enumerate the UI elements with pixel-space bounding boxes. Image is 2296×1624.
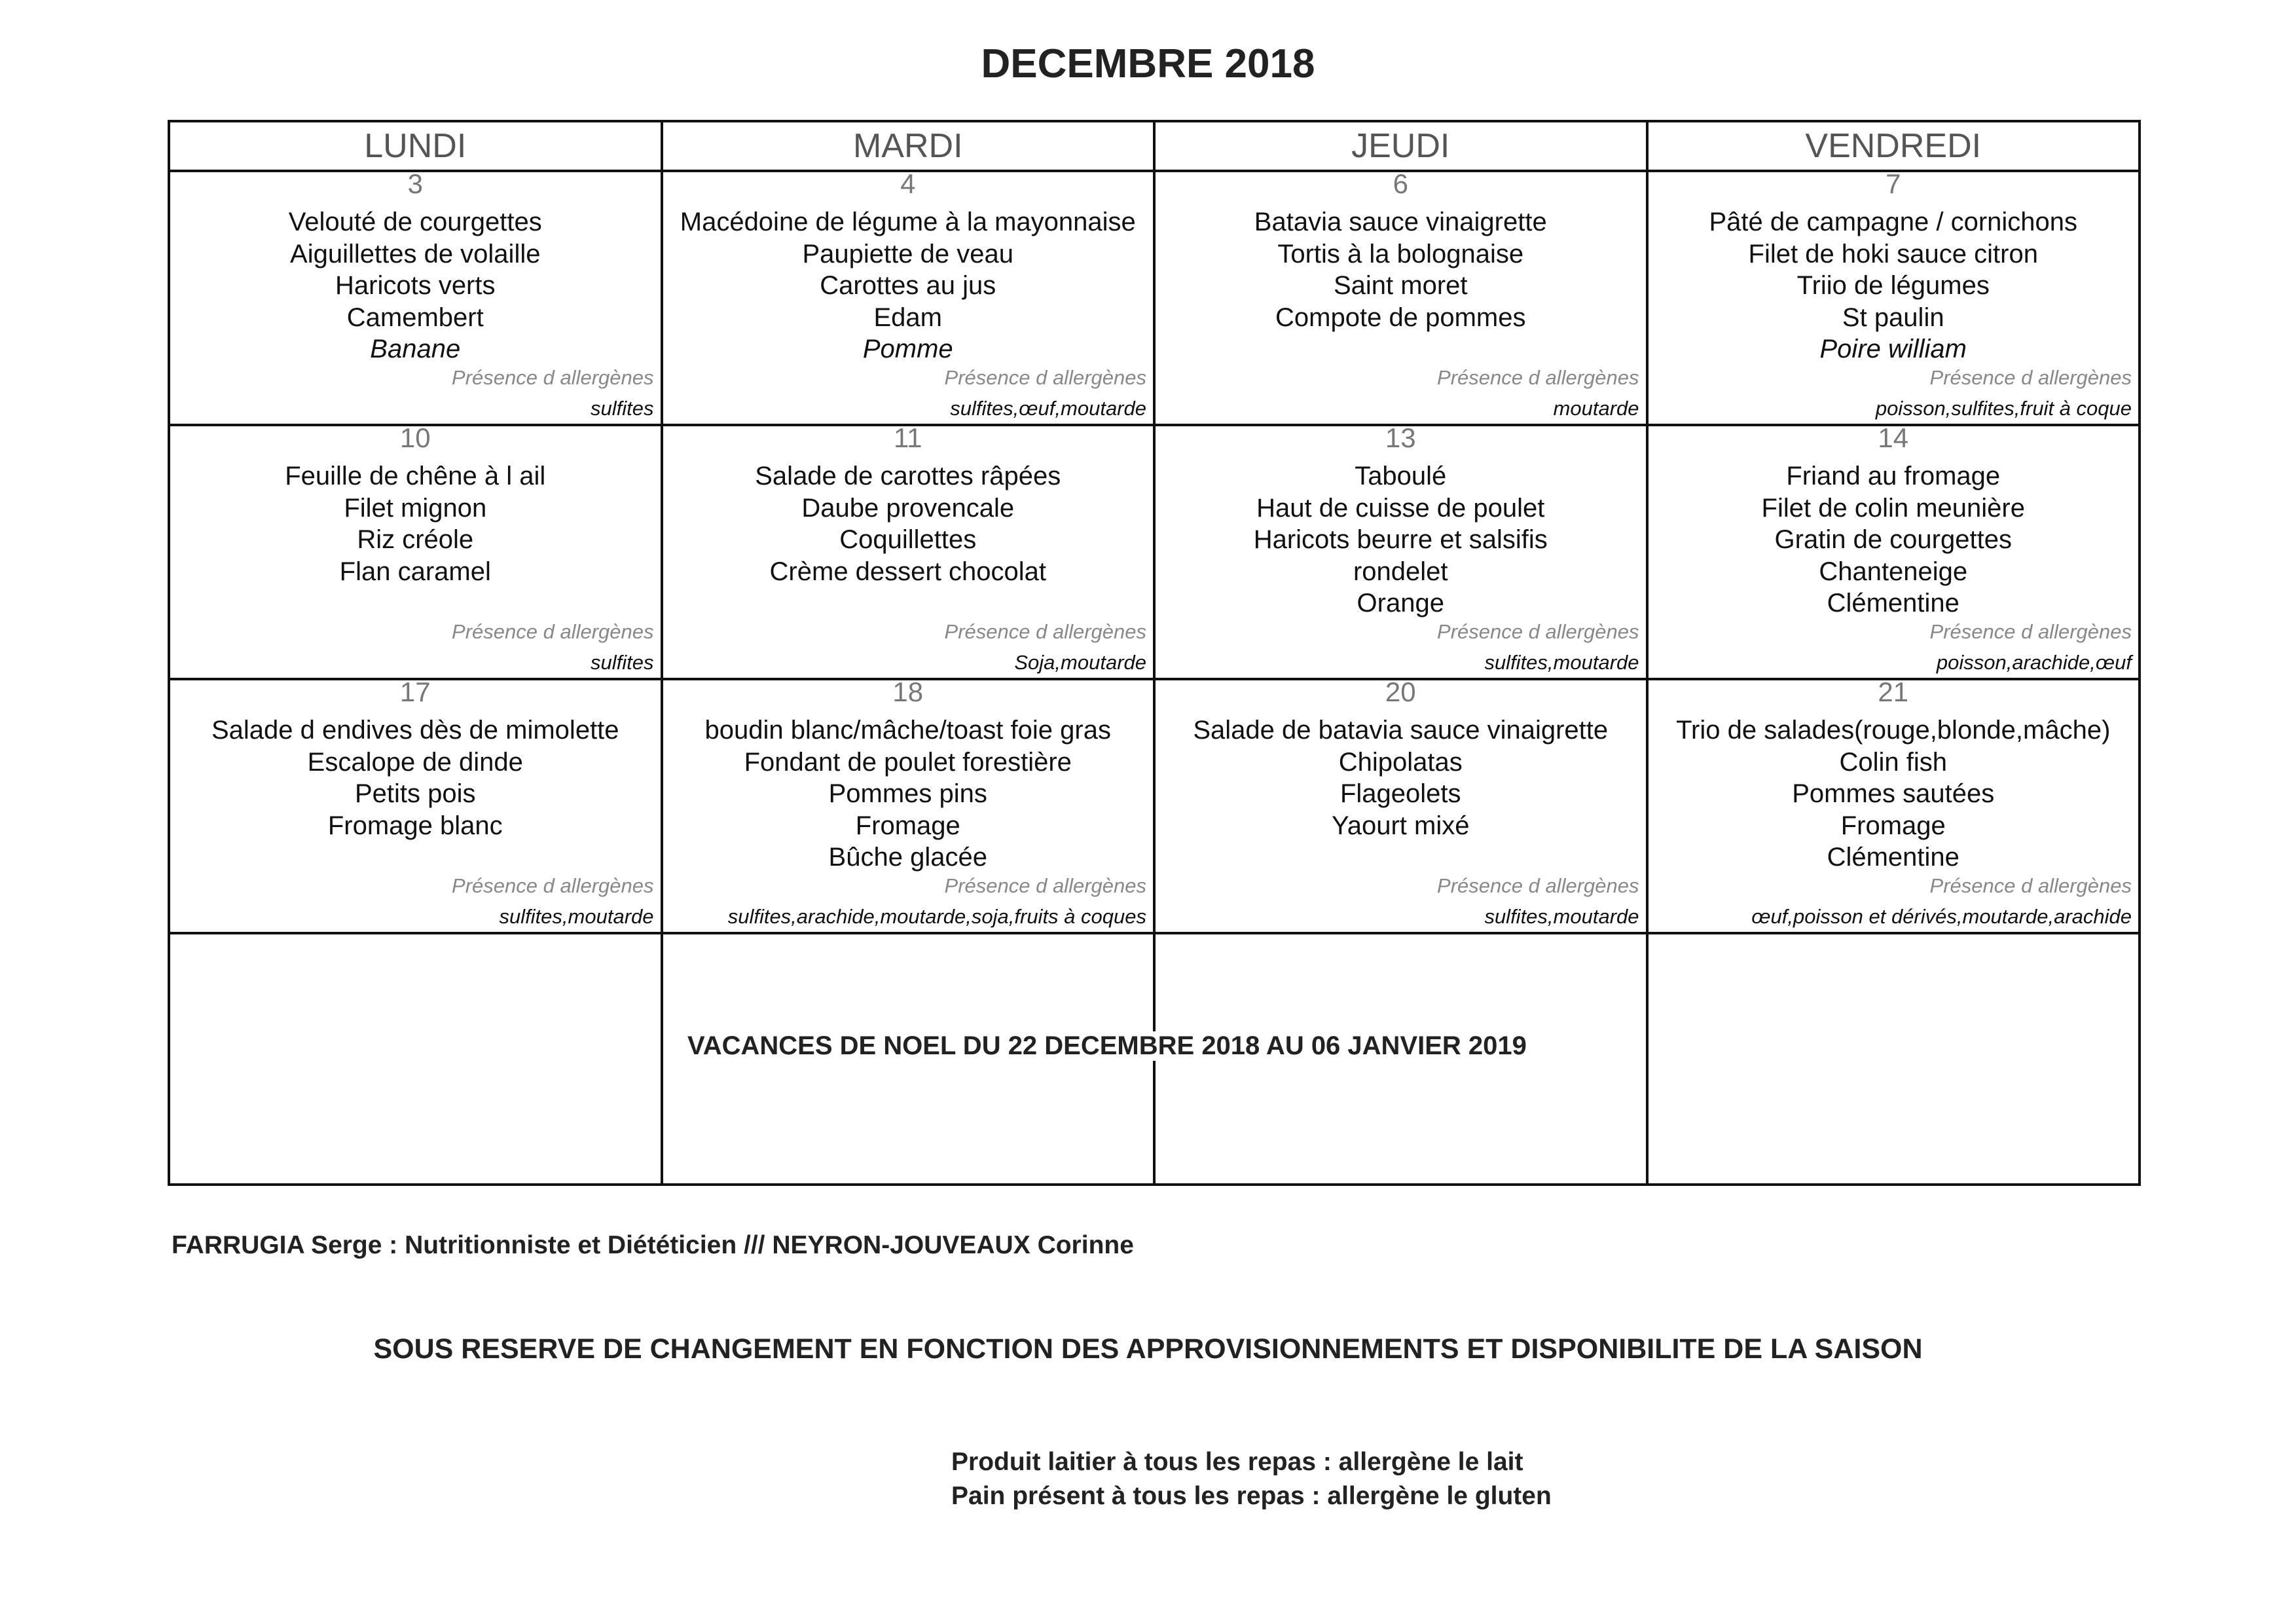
day-number: 7 xyxy=(1886,168,1901,199)
dish-item: Salade d endives dès de mimolette xyxy=(211,716,619,745)
day-cell xyxy=(662,168,1155,425)
allergen-values: sulfites,œuf,moutarde xyxy=(950,397,1146,420)
allergen-label: Présence d allergènes xyxy=(452,366,654,389)
dish-item: St paulin xyxy=(1842,303,1944,332)
dish-item: Petits pois xyxy=(354,779,476,808)
day-number: 20 xyxy=(1385,676,1416,707)
allergen-values: sulfites,moutarde xyxy=(499,905,654,928)
dish-item: Aiguillettes de volaille xyxy=(290,239,541,268)
week-row xyxy=(169,171,2140,425)
allergen-label: Présence d allergènes xyxy=(944,620,1146,643)
dish-item: Filet de colin meunière xyxy=(1761,493,2025,523)
allergen-values: sulfites,moutarde xyxy=(1484,905,1639,928)
day-header-row xyxy=(169,121,2140,171)
dish-item: Salade de batavia sauce vinaigrette xyxy=(1193,716,1609,745)
dish-list xyxy=(1649,704,2139,874)
dish-item: Velouté de courgettes xyxy=(288,208,542,236)
bread-note: Pain présent à tous les repas : allergène le gluten xyxy=(951,1482,1552,1510)
dish-item: Macédoine de légume à la mayonnaise xyxy=(680,208,1136,236)
dish-item: Poire william xyxy=(1819,335,1967,363)
dish-item: Flageolets xyxy=(1339,779,1461,808)
dish-item: Colin fish xyxy=(1839,747,1947,777)
dish-list xyxy=(1649,196,2139,365)
day-number: 13 xyxy=(1385,422,1416,453)
day-cell xyxy=(169,422,662,679)
allergen-values: poisson,arachide,œuf xyxy=(1936,651,2132,674)
holiday-cell xyxy=(169,933,662,1185)
allergen-values: poisson,sulfites,fruit à coque xyxy=(1875,397,2132,420)
week-row xyxy=(169,679,2140,933)
dish-item: Banane xyxy=(370,335,461,363)
disclaimer: SOUS RESERVE DE CHANGEMENT EN FONCTION DES APPROVISIONNEMENTS ET DISPONIBILITE DE LA SAISON xyxy=(373,1333,1923,1365)
dish-list xyxy=(663,450,1154,587)
column-header-lundi: LUNDI xyxy=(169,121,662,171)
dish-item: Pâté de campagne / cornichons xyxy=(1709,208,2078,236)
dish-item: Haricots beurre et salsifis xyxy=(1253,525,1548,554)
dish-item: Haricots verts xyxy=(335,271,496,300)
dish-item: Escalope de dinde xyxy=(307,747,523,777)
day-number: 21 xyxy=(1878,676,1909,707)
allergen-label: Présence d allergènes xyxy=(944,366,1146,389)
dish-item: Crème dessert chocolat xyxy=(769,557,1046,586)
dish-item: Tortis à la bolognaise xyxy=(1277,239,1524,268)
dish-item: Haut de cuisse de poulet xyxy=(1256,493,1545,523)
dish-item: Bûche glacée xyxy=(828,843,987,872)
day-cell xyxy=(1154,676,1647,933)
allergen-label: Présence d allergènes xyxy=(1437,620,1639,643)
staff-credits: FARRUGIA Serge : Nutritionniste et Diététicien /// NEYRON-JOUVEAUX Corinne xyxy=(172,1231,1134,1259)
dish-item: boudin blanc/mâche/toast foie gras xyxy=(704,716,1111,745)
allergen-values: œuf,poisson et dérivés,moutarde,arachide xyxy=(1751,905,2132,928)
dish-item: Fromage xyxy=(1840,811,1946,840)
day-number: 18 xyxy=(892,676,924,707)
dish-item: Chanteneige xyxy=(1819,557,1968,586)
allergen-values: sulfites,arachide,moutarde,soja,fruits à coques xyxy=(727,905,1146,928)
day-number: 14 xyxy=(1878,422,1909,453)
dairy-note: Produit laitier à tous les repas : allergène le lait xyxy=(951,1448,1523,1476)
dish-item: Triio de légumes xyxy=(1796,271,1990,300)
allergen-label: Présence d allergènes xyxy=(452,874,654,897)
allergen-values: sulfites xyxy=(591,651,654,674)
dish-item: Edam xyxy=(873,303,942,332)
holiday-cell xyxy=(1647,933,2140,1185)
day-number: 3 xyxy=(407,168,423,199)
dish-item: Fromage blanc xyxy=(327,811,503,840)
dish-item: Fondant de poulet forestière xyxy=(744,747,1072,777)
allergen-values: Soja,moutarde xyxy=(1014,651,1146,674)
dish-item: Coquillettes xyxy=(839,525,977,554)
dish-list xyxy=(1156,450,1646,619)
day-number: 17 xyxy=(399,676,431,707)
dish-item: Filet mignon xyxy=(344,493,487,523)
dish-item: Pommes sautées xyxy=(1792,779,1995,808)
dish-item: Pommes pins xyxy=(828,779,987,808)
day-cell xyxy=(662,422,1155,679)
allergen-label: Présence d allergènes xyxy=(452,620,654,643)
dish-item: Yaourt mixé xyxy=(1332,811,1470,840)
dish-list xyxy=(663,704,1154,874)
dish-item: Orange xyxy=(1357,589,1444,618)
weeks-body xyxy=(169,168,2140,933)
day-number: 11 xyxy=(893,422,922,453)
dish-list xyxy=(1649,450,2139,619)
day-cell xyxy=(1154,422,1647,679)
dish-item: Camembert xyxy=(346,303,484,332)
day-cell xyxy=(169,168,662,425)
dish-item: Taboulé xyxy=(1355,462,1447,490)
dish-item: Daube provencale xyxy=(801,493,1015,523)
allergen-label: Présence d allergènes xyxy=(1929,620,2132,643)
day-number: 10 xyxy=(399,422,431,453)
dish-list xyxy=(663,196,1154,365)
holiday-notice: VACANCES DE NOEL DU 22 DECEMBRE 2018 AU 06 JANVIER 2019 xyxy=(685,1031,1529,1061)
dish-item: rondelet xyxy=(1353,557,1448,586)
day-cell xyxy=(662,676,1155,933)
day-cell xyxy=(1154,168,1647,425)
allergen-values: moutarde xyxy=(1553,397,1639,420)
day-cell xyxy=(1647,168,2140,425)
week-row xyxy=(169,425,2140,679)
allergen-values: sulfites xyxy=(591,397,654,420)
allergen-label: Présence d allergènes xyxy=(944,874,1146,897)
dish-item: Clémentine xyxy=(1827,843,1959,872)
dish-item: Carottes au jus xyxy=(820,271,996,300)
dish-item: Riz créole xyxy=(357,525,474,554)
day-number: 6 xyxy=(1393,168,1408,199)
column-header-vendredi: VENDREDI xyxy=(1647,121,2140,171)
dish-item: Flan caramel xyxy=(339,557,491,586)
dish-list xyxy=(1156,704,1646,841)
dish-item: Trio de salades(rouge,blonde,mâche) xyxy=(1676,716,2111,745)
dish-item: Feuille de chêne à l ail xyxy=(285,462,546,490)
allergen-label: Présence d allergènes xyxy=(1437,874,1639,897)
dish-list xyxy=(170,450,661,587)
dish-item: Paupiette de veau xyxy=(802,239,1013,268)
dish-item: Gratin de courgettes xyxy=(1774,525,2012,554)
menu-table xyxy=(168,120,2141,1186)
dish-item: Clémentine xyxy=(1827,589,1959,618)
dish-item: Compote de pommes xyxy=(1275,303,1526,332)
dish-list xyxy=(170,704,661,841)
dish-item: Fromage xyxy=(855,811,960,840)
allergen-label: Présence d allergènes xyxy=(1929,874,2132,897)
day-cell xyxy=(1647,422,2140,679)
allergen-label: Présence d allergènes xyxy=(1929,366,2132,389)
day-cell xyxy=(1647,676,2140,933)
dish-list xyxy=(1156,196,1646,333)
dish-item: Saint moret xyxy=(1333,271,1468,300)
allergen-values: sulfites,moutarde xyxy=(1484,651,1639,674)
dish-list xyxy=(170,196,661,365)
dish-item: Filet de hoki sauce citron xyxy=(1748,239,2038,268)
dish-item: Salade de carottes râpées xyxy=(755,462,1061,490)
column-header-jeudi: JEUDI xyxy=(1154,121,1647,171)
allergen-label: Présence d allergènes xyxy=(1437,366,1639,389)
dish-item: Batavia sauce vinaigrette xyxy=(1254,208,1547,236)
day-cell xyxy=(169,676,662,933)
dish-item: Chipolatas xyxy=(1338,747,1463,777)
dish-item: Friand au fromage xyxy=(1786,462,2001,490)
dish-item: Pomme xyxy=(862,335,953,363)
page-title: DECEMBRE 2018 xyxy=(981,41,1315,86)
column-header-mardi: MARDI xyxy=(662,121,1155,171)
day-number: 4 xyxy=(900,168,916,199)
